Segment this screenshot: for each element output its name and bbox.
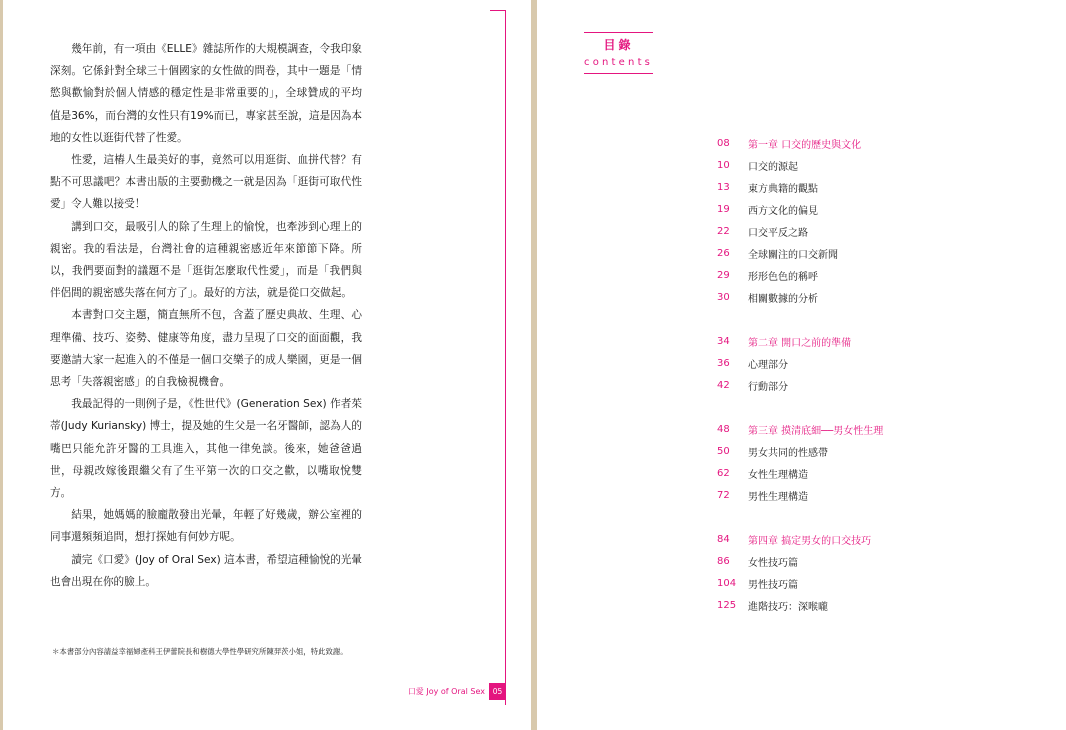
toc-page-number: 48 <box>717 423 730 435</box>
toc-page-number: 84 <box>717 533 730 545</box>
toc-page-number: 13 <box>717 181 730 193</box>
right-page <box>537 0 1066 730</box>
toc-entry[interactable] <box>717 484 883 506</box>
toc-chapter-title: 第二章 開口之前的準備 <box>748 337 852 349</box>
paragraph: 性愛，這樁人生最美好的事，竟然可以用逛街、血拼代替？有點不可思議吧？本書出版的主要動機之一就是因為「逛街可取代性愛」令人難以接受！ <box>50 154 362 211</box>
toc-page-number: 34 <box>717 335 730 347</box>
toc-rule-bottom <box>584 73 653 74</box>
toc-entry-title: 心理部分 <box>748 359 788 371</box>
toc-page-number: 42 <box>717 379 730 391</box>
left-page <box>3 0 531 730</box>
toc-page-number: 08 <box>717 137 730 149</box>
toc-entry[interactable] <box>717 550 883 572</box>
toc-entry[interactable] <box>717 594 883 616</box>
toc-chapter-title: 第三章 摸清底細──男女性生理 <box>748 425 884 437</box>
paragraph: 講到口交，最吸引人的除了生理上的愉悅，也牽涉到心理上的親密。我的看法是，台灣社會的這種親密感近年來節節下降。所以，我們要面對的議題不是「逛街怎麼取代性愛」，而是「我們與伴侶間的親密感失落在何方了」。最好的方法，就是從口交做起。 <box>50 220 362 300</box>
toc-chapter-entry[interactable] <box>717 132 883 154</box>
frame-rule-top <box>490 10 506 11</box>
toc-rule-top <box>584 32 653 33</box>
toc-page-number: 125 <box>717 599 737 611</box>
paragraph: 讀完《口愛》(Joy of Oral Sex) 這本書，希望這種愉悅的光暈也會出現在你的臉上。 <box>50 553 362 588</box>
toc-page-number: 29 <box>717 269 730 281</box>
toc-title: 目錄 <box>603 38 634 52</box>
paragraph: 幾年前，有一項由《ELLE》雜誌所作的大規模調查，令我印象深刻。它係針對全球三十個國家的女性做的問卷，其中一題是「情慾與歡愉對於個人情感的穩定性是非常重要的」，全球贊成的平均值是36%，而台灣的女性只有19%而已，專家甚至說，這是因為本地的女性以逛街代替了性愛。 <box>50 43 362 144</box>
page-footer <box>408 683 506 700</box>
toc-chapter-entry[interactable] <box>717 528 883 550</box>
toc-entry-title: 全球關注的口交新聞 <box>748 249 838 261</box>
running-title: 口愛 Joy of Oral Sex <box>407 687 485 696</box>
toc-entry-title: 男性生理構造 <box>748 491 808 503</box>
toc-entry-title: 口交平反之路 <box>748 227 808 239</box>
toc-entry-title: 口交的源起 <box>748 161 798 173</box>
toc-page-number: 86 <box>717 555 730 567</box>
toc-page-number: 50 <box>717 445 730 457</box>
toc-entry[interactable] <box>717 352 883 374</box>
footnote: ＊本書部分內容請益幸福婦產科王伊蕾院長和樹德大學性學研究所陳羿茨小姐，特此致謝。 <box>52 647 348 656</box>
paragraph: 我最記得的一則例子是，《性世代》(Generation Sex) 作者茱蒂(Judy Kuriansky) 博士，提及她的生父是一名牙醫師，認為人的嘴巴只能允許牙醫的工具進入，其他一律免談。後來，她爸爸過世，母親改嫁後跟繼父有了生平第一次的口交之歡，以嘴取悅雙方。 <box>50 398 362 500</box>
toc-entry[interactable] <box>717 176 883 198</box>
toc-page-number: 26 <box>717 247 730 259</box>
toc-entry-title: 形形色色的稱呼 <box>748 271 818 283</box>
toc-chapter <box>717 330 883 396</box>
toc-chapter-entry[interactable] <box>717 418 883 440</box>
toc-chapter <box>717 528 883 616</box>
toc-chapter <box>717 132 883 308</box>
toc-page-number: 36 <box>717 357 730 369</box>
page-number: 05 <box>489 683 506 700</box>
toc-entry-title: 進階技巧：深喉嚨 <box>748 601 828 613</box>
toc-entry[interactable] <box>717 154 883 176</box>
toc-header <box>584 32 653 74</box>
toc-subtitle: contents <box>584 57 654 68</box>
toc-entry[interactable] <box>717 220 883 242</box>
toc-chapter <box>717 418 883 506</box>
toc-entry[interactable] <box>717 242 883 264</box>
toc-chapter-entry[interactable] <box>717 330 883 352</box>
toc-entry[interactable] <box>717 374 883 396</box>
toc-page-number: 72 <box>717 489 730 501</box>
toc-entry[interactable] <box>717 572 883 594</box>
toc-page-number: 30 <box>717 291 730 303</box>
toc-page-number: 62 <box>717 467 730 479</box>
toc-entry[interactable] <box>717 440 883 462</box>
toc-page-number: 19 <box>717 203 730 215</box>
toc-entry-title: 相關數據的分析 <box>748 293 818 305</box>
toc-entry-title: 行動部分 <box>748 381 788 393</box>
toc-entry-title: 東方典籍的觀點 <box>748 183 818 195</box>
preface-text <box>50 38 362 593</box>
toc-chapter-title: 第四章 搞定男女的口交技巧 <box>748 535 872 547</box>
toc-entry-title: 男女共同的性感帶 <box>748 447 828 459</box>
toc-entry-title: 男性技巧篇 <box>748 579 798 591</box>
paragraph: 結果，她媽媽的臉龐散發出光暈，年輕了好幾歲，辦公室裡的同事還頻頻追問，想打探她有何妙方呢。 <box>50 509 362 544</box>
toc-list <box>717 132 883 638</box>
toc-entry[interactable] <box>717 264 883 286</box>
toc-entry[interactable] <box>717 198 883 220</box>
toc-page-number: 22 <box>717 225 730 237</box>
toc-entry-title: 女性技巧篇 <box>748 557 798 569</box>
toc-entry[interactable] <box>717 286 883 308</box>
toc-page-number: 10 <box>717 159 730 171</box>
toc-entry[interactable] <box>717 462 883 484</box>
toc-page-number: 104 <box>717 577 737 589</box>
paragraph: 本書對口交主題，簡直無所不包，含蓋了歷史典故、生理、心理準備、技巧、姿勢、健康等角度，盡力呈現了口交的面面觀，我要邀請大家一起進入的不僅是一個口交樂子的成人樂園，更是一個思考「失落親密感」的自我檢視機會。 <box>50 309 362 389</box>
toc-entry-title: 女性生理構造 <box>748 469 808 481</box>
toc-entry-title: 西方文化的偏見 <box>748 205 818 217</box>
toc-chapter-title: 第一章 口交的歷史與文化 <box>748 139 862 151</box>
frame-rule-side <box>505 10 506 705</box>
